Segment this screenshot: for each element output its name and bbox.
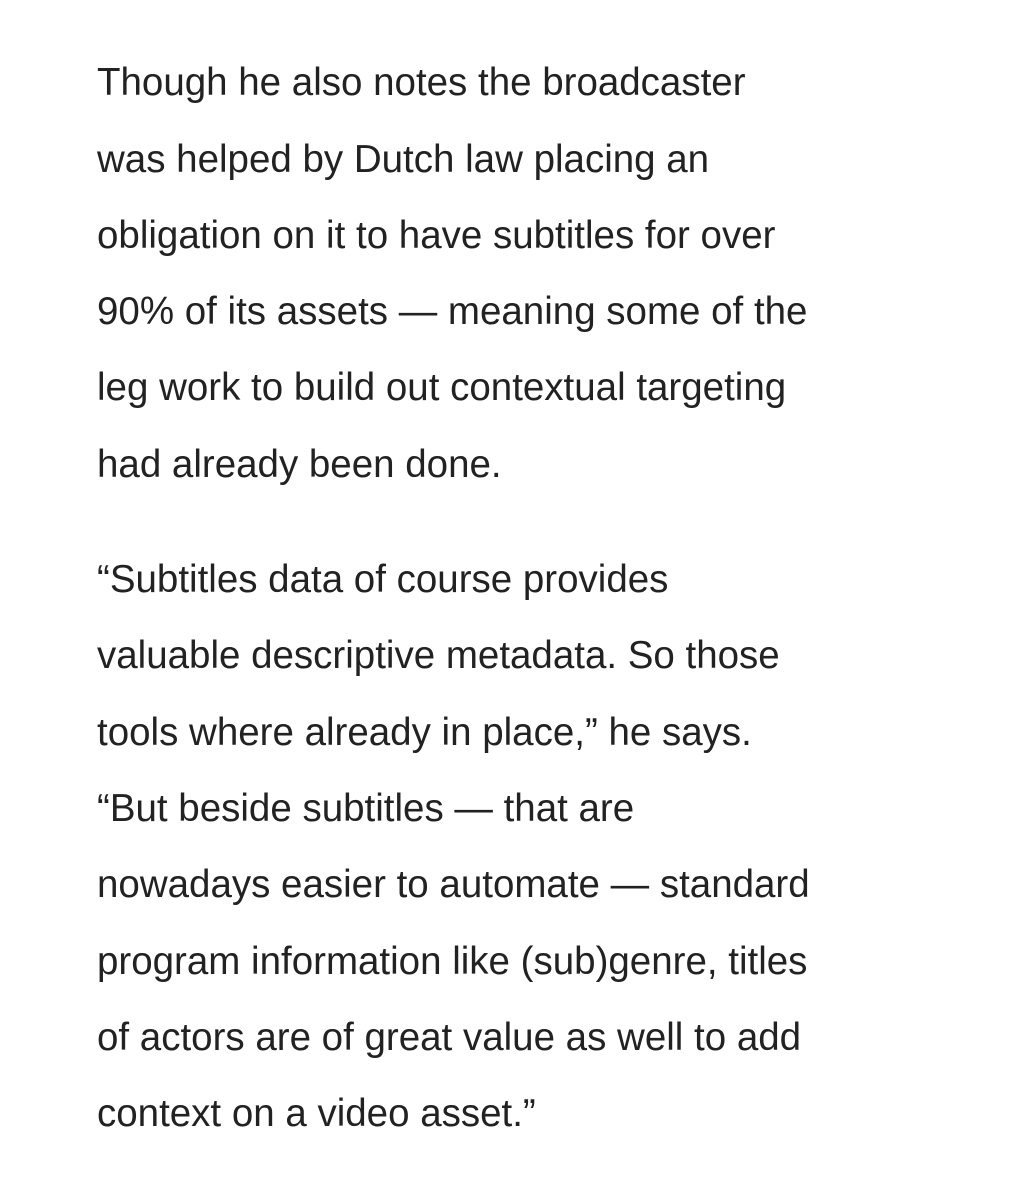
text-line: “Subtitles data of course provides — [97, 558, 669, 601]
text-line: was helped by Dutch law placing an — [97, 138, 710, 181]
text-line: context on a video asset.” — [97, 1092, 536, 1135]
text-line: leg work to build out contextual targeting — [97, 366, 787, 409]
text-line: of actors are of great value as well to add — [97, 1016, 802, 1059]
text-line: valuable descriptive metadata. So those — [97, 634, 780, 677]
text-line: tools where already in place,” he says. — [97, 711, 752, 754]
text-line: program information like (sub)genre, titles — [97, 940, 808, 983]
text-line: nowadays easier to automate — standard — [97, 863, 810, 906]
text-line: obligation on it to have subtitles for over — [97, 214, 776, 257]
text-line: “But beside subtitles — that are — [97, 787, 635, 830]
text-line: had already been done. — [97, 443, 502, 486]
text-line: 90% of its assets — meaning some of the — [97, 290, 808, 333]
text-line: Though he also notes the broadcaster — [97, 61, 746, 104]
